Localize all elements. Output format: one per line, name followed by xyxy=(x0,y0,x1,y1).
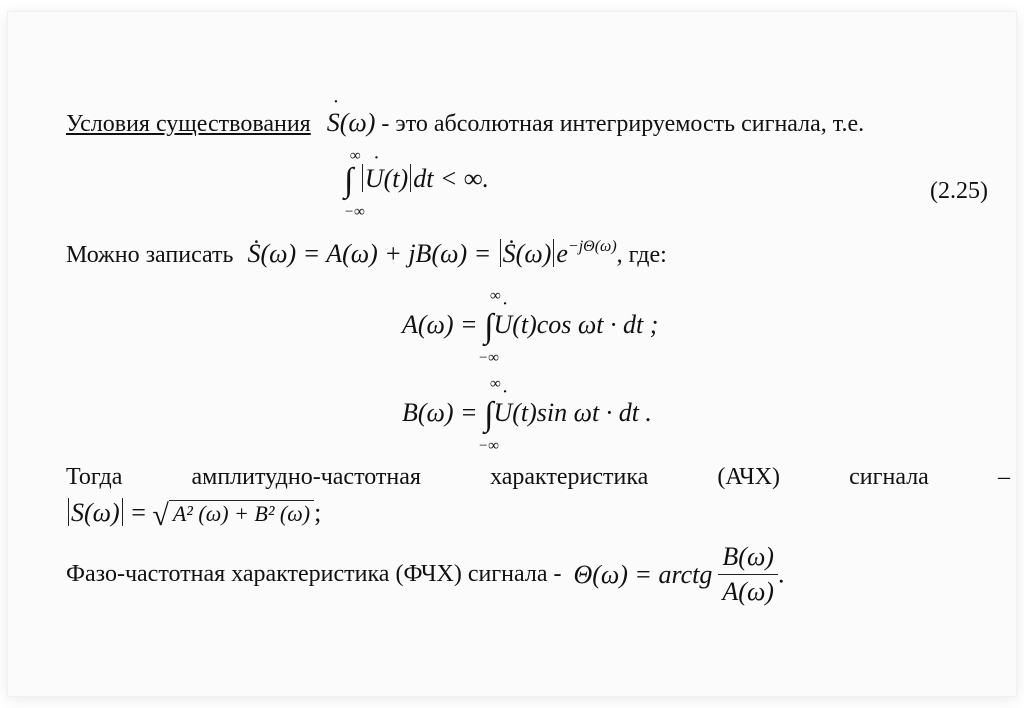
formula-s-decomposition: Ṡ(ω) = A(ω) + jB(ω) = Ṡ(ω) $e^{-j\Theta(\omega)}$ xyxy=(247,238,617,268)
integral-upper-limit: ∞ xyxy=(350,148,361,164)
integral-sign: ∫ xyxy=(344,162,354,199)
eqB-lower-limit: −∞ xyxy=(478,438,499,454)
text-line-existence-condition xyxy=(66,108,864,138)
integral-sign: ∫ xyxy=(484,308,494,345)
line5-text: Фазо-частотная характеристика (ФЧХ) сигнала - xyxy=(66,561,562,587)
abs-s-omega: S(ω) xyxy=(71,498,120,527)
text-line-phase-response: Фазо-частотная характеристика (ФЧХ) сигнала - Θ(ω) = arctg $\frac{B(\omega)}{A(\omega)}$ . xyxy=(66,542,785,606)
eqA-lhs: A(ω) = xyxy=(402,310,478,339)
sqrt-body: A² (ω) + B² (ω) xyxy=(169,500,314,527)
equation-2-25: ∞ ∫ −∞ ˙ U(t) dt < ∞. xyxy=(344,162,489,200)
integrand: ˙ U xyxy=(365,164,384,194)
line2-tail: , где: xyxy=(616,242,667,268)
eqB-tail: sin ωt · dt . xyxy=(536,398,652,427)
formula-magnitude: S(ω) = √ A² (ω) + B² (ω) ; xyxy=(66,498,321,533)
integral-lower-limit: −∞ xyxy=(344,204,365,220)
equation-a-omega: A(ω) = ∞ ∫ −∞ ˙ U(t)cos ωt · dt ; xyxy=(402,308,658,346)
text-line-amplitude-response: Тогда амплитудно-частотная характеристика (АЧХ) сигнала – xyxy=(66,464,1010,490)
eqA-tail: cos ωt · dt ; xyxy=(536,310,659,339)
equation-number: (2.25) xyxy=(930,178,988,204)
formula-s-omega: ˙ S(ω) xyxy=(327,108,376,137)
eq225-tail: dt < ∞. xyxy=(413,164,489,193)
eqB-lhs: B(ω) = xyxy=(402,398,478,427)
eqA-lower-limit: −∞ xyxy=(478,350,499,366)
fraction-b-over-a: $\frac{B(\omega)}{A(\omega)}$ xyxy=(718,542,778,607)
line1-rest: - это абсолютная интегрируемость сигнала, т.е. xyxy=(375,111,865,137)
underlined-phrase: Условия существования xyxy=(66,111,311,137)
sqrt-icon: √ xyxy=(152,499,169,532)
eqB-upper-limit: ∞ xyxy=(490,376,501,392)
integral-sign: ∫ xyxy=(484,396,494,433)
phase-lhs: Θ(ω) = arctg xyxy=(573,559,713,589)
equation-b-omega: B(ω) = ∞ ∫ −∞ ˙ U(t)sin ωt · dt . xyxy=(402,396,652,434)
line2-text: Можно записать xyxy=(66,242,234,268)
text-line-can-write xyxy=(66,238,667,269)
document-page xyxy=(8,12,1016,696)
eqA-upper-limit: ∞ xyxy=(490,288,501,304)
